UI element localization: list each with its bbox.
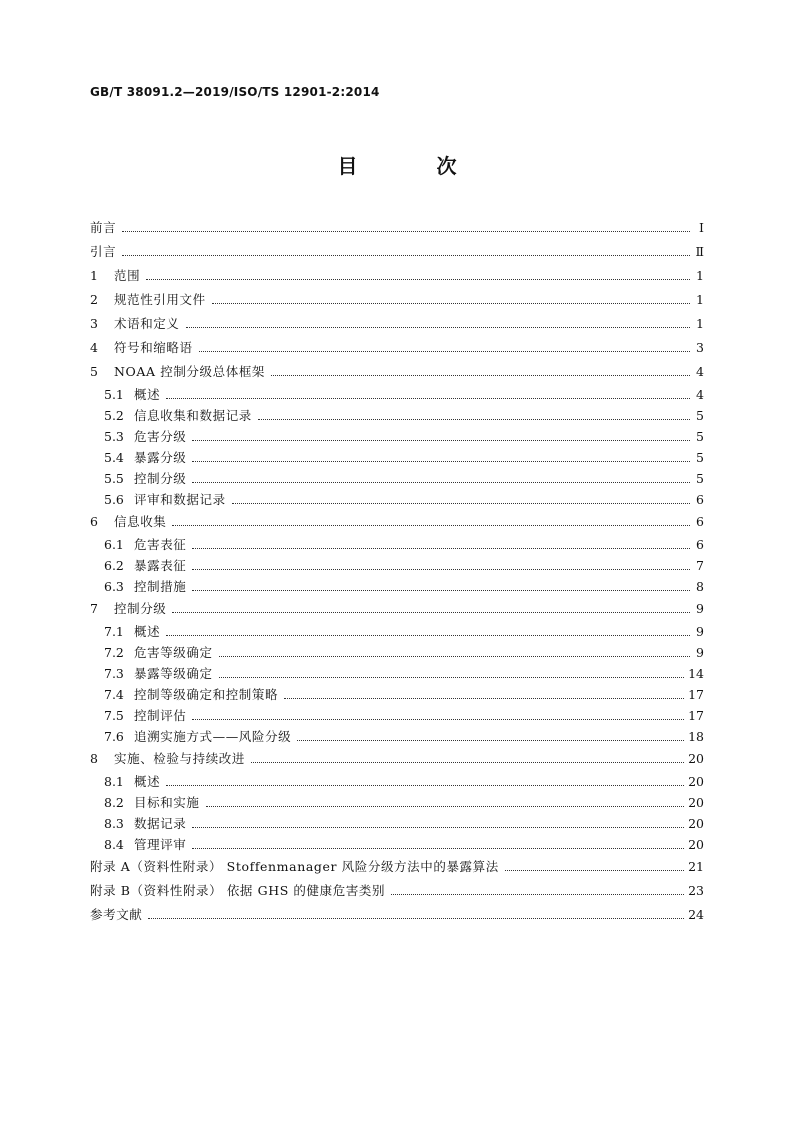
toc-entry-label: 暴露表征 [134,558,187,573]
toc-dot-leader [172,525,690,526]
toc-entry[interactable] [90,264,704,288]
toc-dot-leader [186,327,690,328]
toc-dot-leader [166,398,690,399]
toc-entry-number: 7.4 [104,687,124,702]
toc-entry-label: 信息收集和数据记录 [134,408,252,423]
toc-dot-leader [192,548,690,549]
toc-entry-label: 控制等级确定和控制策略 [134,687,279,702]
toc-entry[interactable] [90,360,704,384]
toc-entry-number: 6 [90,514,98,529]
toc-dot-leader [192,461,690,462]
toc-entry[interactable] [90,240,704,264]
toc-entry[interactable] [90,312,704,336]
toc-entry-label: 目标和实施 [134,795,200,810]
toc-entry-page: 20 [688,837,704,852]
toc-entry-label: 概述 [134,774,161,789]
toc-entry-label: NOAA 控制分级总体框架 [114,364,266,379]
toc-dot-leader [192,440,690,441]
toc-entry-label: 参考文献 [90,907,143,922]
toc-entry-page: 1 [696,268,704,283]
toc-entry-label: 数据记录 [134,816,187,831]
toc-entry[interactable] [90,447,704,468]
toc-entry-page: 17 [688,708,704,723]
toc-entry[interactable] [90,534,704,555]
toc-entry[interactable] [90,597,704,621]
toc-dot-leader [206,806,685,807]
toc-entry-page: 20 [688,774,704,789]
toc-entry-page: 1 [696,316,704,331]
toc-entry-page: 23 [688,883,704,898]
toc-entry-label: 术语和定义 [114,316,180,331]
toc-entry-number: 8.2 [104,795,124,810]
toc-entry-page: 21 [688,859,704,874]
toc-entry-number: 7 [90,601,98,616]
toc-entry[interactable] [90,747,704,771]
toc-entry[interactable] [90,468,704,489]
toc-entry-page: 5 [696,471,704,486]
toc-entry-number: 5.5 [104,471,124,486]
toc-dot-leader [391,894,684,895]
toc-entry-label: 信息收集 [114,514,167,529]
toc-entry-label: 附录 A（资料性附录） Stoffenmanager 风险分级方法中的暴露算法 [90,859,499,874]
toc-entry[interactable] [90,792,704,813]
toc-entry-page: 20 [688,795,704,810]
toc-dot-leader [251,762,684,763]
toc-entry-page: 9 [696,601,704,616]
toc-entry-number: 7.1 [104,624,124,639]
page-title: 目 次 [337,154,493,178]
toc-entry-page: 1 [696,292,704,307]
toc-entry-number: 8.1 [104,774,124,789]
toc-entry[interactable] [90,663,704,684]
toc-entry-page: 24 [688,907,704,922]
toc-entry-number: 7.2 [104,645,124,660]
toc-entry[interactable] [90,336,704,360]
toc-entry[interactable] [90,384,704,405]
toc-entry-label: 控制评估 [134,708,187,723]
toc-entry-number: 5.4 [104,450,124,465]
toc-entry-number: 5.3 [104,429,124,444]
toc-dot-leader [148,918,684,919]
toc-dot-leader [192,719,684,720]
toc-entry[interactable] [90,555,704,576]
toc-entry-page: 6 [696,492,704,507]
toc-entry-number: 5.1 [104,387,124,402]
toc-dot-leader [192,590,690,591]
toc-entry-number: 5 [90,364,98,379]
toc-dot-leader [232,503,690,504]
toc-entry[interactable] [90,621,704,642]
toc-dot-leader [122,231,690,232]
toc-entry-label: 附录 B（资料性附录） 依据 GHS 的健康危害类别 [90,883,386,898]
toc-entry-page: 6 [696,514,704,529]
toc-entry-page: 20 [688,751,704,766]
toc-entry-number: 8.4 [104,837,124,852]
toc-entry-label: 控制措施 [134,579,187,594]
toc-entry-label: 概述 [134,387,161,402]
toc-entry-page: 9 [696,624,704,639]
toc-entry[interactable] [90,879,704,903]
toc-entry-label: 危害分级 [134,429,187,444]
toc-entry-label: 控制分级 [114,601,167,616]
table-of-contents [90,216,704,927]
toc-entry-number: 5.2 [104,408,124,423]
toc-dot-leader [284,698,684,699]
toc-dot-leader [166,635,690,636]
toc-entry-label: 范围 [114,268,141,283]
toc-entry-label: 前言 [90,220,117,235]
toc-entry-number: 1 [90,268,98,283]
toc-entry-page: 4 [696,364,704,379]
toc-dot-leader [172,612,690,613]
toc-dot-leader [297,740,684,741]
toc-dot-leader [192,569,690,570]
toc-entry-page: 9 [696,645,704,660]
toc-entry-page: 14 [688,666,704,681]
toc-entry-page: Ⅰ [699,220,704,235]
toc-dot-leader [258,419,690,420]
toc-entry-number: 7.5 [104,708,124,723]
toc-dot-leader [212,303,690,304]
toc-entry[interactable] [90,510,704,534]
toc-entry-label: 评审和数据记录 [134,492,226,507]
toc-entry-page: 8 [696,579,704,594]
toc-entry[interactable] [90,216,704,240]
toc-entry-page: Ⅱ [695,244,704,259]
toc-entry[interactable] [90,405,704,426]
toc-entry[interactable] [90,834,704,855]
toc-entry-label: 控制分级 [134,471,187,486]
toc-entry-number: 6.3 [104,579,124,594]
toc-entry-page: 3 [696,340,704,355]
toc-entry-label: 引言 [90,244,117,259]
toc-entry-number: 6.1 [104,537,124,552]
toc-entry-label: 符号和缩略语 [114,340,193,355]
toc-dot-leader [219,656,690,657]
toc-entry-number: 5.6 [104,492,124,507]
toc-dot-leader [505,870,684,871]
toc-dot-leader [219,677,684,678]
toc-entry-label: 暴露分级 [134,450,187,465]
standard-code-header: GB/T 38091.2—2019/ISO/TS 12901-2:2014 [90,85,380,99]
toc-entry-label: 规范性引用文件 [114,292,206,307]
toc-entry[interactable] [90,903,704,927]
toc-entry[interactable] [90,726,704,747]
toc-entry-number: 7.6 [104,729,124,744]
toc-entry-number: 4 [90,340,98,355]
toc-entry-page: 5 [696,408,704,423]
toc-entry[interactable] [90,576,704,597]
toc-entry-label: 实施、检验与持续改进 [114,751,246,766]
toc-entry[interactable] [90,642,704,663]
toc-entry[interactable] [90,426,704,447]
toc-dot-leader [146,279,690,280]
toc-entry-label: 追溯实施方式——风险分级 [134,729,292,744]
toc-entry-label: 暴露等级确定 [134,666,213,681]
toc-entry-number: 3 [90,316,98,331]
toc-dot-leader [199,351,690,352]
toc-entry[interactable] [90,489,704,510]
toc-dot-leader [271,375,690,376]
toc-entry-number: 7.3 [104,666,124,681]
toc-dot-leader [192,848,684,849]
toc-entry-number: 8 [90,751,98,766]
toc-entry-page: 18 [688,729,704,744]
toc-entry-page: 4 [696,387,704,402]
toc-entry[interactable] [90,288,704,312]
toc-entry-page: 5 [696,429,704,444]
toc-entry-number: 8.3 [104,816,124,831]
toc-entry-page: 20 [688,816,704,831]
toc-dot-leader [192,482,690,483]
toc-entry[interactable] [90,813,704,834]
toc-entry[interactable] [90,855,704,879]
toc-entry-label: 危害表征 [134,537,187,552]
toc-entry-label: 危害等级确定 [134,645,213,660]
toc-dot-leader [166,785,684,786]
toc-entry-label: 管理评审 [134,837,187,852]
toc-entry[interactable] [90,771,704,792]
toc-entry-page: 17 [688,687,704,702]
toc-entry-number: 6.2 [104,558,124,573]
toc-entry-page: 6 [696,537,704,552]
toc-dot-leader [192,827,684,828]
toc-entry-page: 7 [696,558,704,573]
toc-entry[interactable] [90,705,704,726]
toc-entry-number: 2 [90,292,98,307]
toc-dot-leader [122,255,690,256]
toc-entry[interactable] [90,684,704,705]
toc-entry-page: 5 [696,450,704,465]
toc-entry-label: 概述 [134,624,161,639]
